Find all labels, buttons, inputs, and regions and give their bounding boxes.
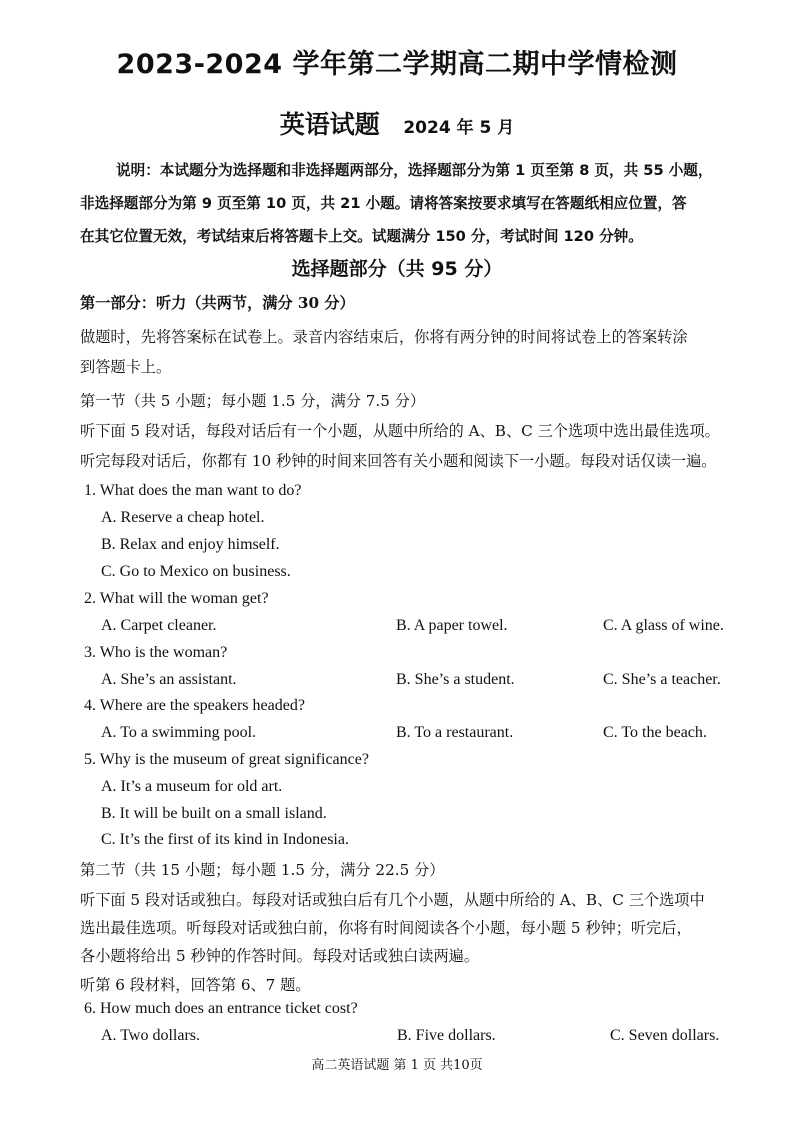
question-stem: 3. Who is the woman? [84,644,228,661]
option-a: A. Reserve a cheap hotel. [101,509,265,526]
option-a: A. Two dollars. [101,1027,201,1044]
option-a: A. She’s an assistant. [101,671,237,688]
exam-title: 2023-2024 学年第二学期高二期中学情检测 [116,49,678,80]
section-title: 选择题部分（共 95 分） [291,258,503,280]
question-stem: 2. What will the woman get? [84,590,269,607]
section1-instruction: 听下面 5 段对话，每段对话后有一个小题，从题中所给的 A、B、C 三个选项中选出最佳选项。 [80,422,720,440]
option-b: B. A paper towel. [396,617,508,634]
question-stem: 1. What does the man want to do? [84,482,302,499]
question-stem: 6. How much does an entrance ticket cost? [84,1000,358,1017]
instruction-line: 非选择题部分为第 9 页至第 10 页，共 21 小题。请将答案按要求填写在答题纸相应位置，答 [80,195,687,212]
question-stem: 5. Why is the museum of great significance? [84,751,369,768]
part1-heading: 第一部分：听力（共两节，满分 30 分） [80,294,355,312]
option-b: B. To a restaurant. [396,724,514,741]
exam-date: 2024 年 5 月 [403,118,515,138]
option-b: B. Relax and enjoy himself. [101,536,280,553]
section2-instruction: 听下面 5 段对话或独白。每段对话或独白后有几个小题，从题中所给的 A、B、C 三个选项中 [80,891,705,909]
instruction-line: 在其它位置无效，考试结束后将答题卡上交。试题满分 150 分，考试时间 120 分钟。 [80,228,643,245]
section2-instruction: 选出最佳选项。听每段对话或独白前，你将有时间阅读各个小题，每小题 5 秒钟；听完后， [80,919,692,937]
option-b: B. Five dollars. [397,1027,496,1044]
option-a: A. To a swimming pool. [101,724,257,741]
page-footer: 高二英语试题 第 1 页 共10页 [311,1058,483,1073]
part1-instruction: 到答题卡上。 [80,358,172,376]
exam-subtitle [0,105,794,141]
option-c: C. Go to Mexico on business. [101,563,291,580]
option-a: A. Carpet cleaner. [101,617,217,634]
option-c: C. It’s the first of its kind in Indonesia. [101,831,349,848]
option-b: B. It will be built on a small island. [101,805,327,822]
option-b: B. She’s a student. [396,671,515,688]
option-a: A. It’s a museum for old art. [101,778,283,795]
section2-heading: 第二节（共 15 小题；每小题 1.5 分，满分 22.5 分） [80,861,445,879]
material-instruction: 听第 6 段材料，回答第 6、7 题。 [80,976,311,994]
option-c: C. Seven dollars. [610,1027,720,1044]
section1-heading: 第一节（共 5 小题；每小题 1.5 分，满分 7.5 分） [80,392,426,410]
question-stem: 4. Where are the speakers headed? [84,697,305,714]
option-c: C. She’s a teacher. [603,671,721,688]
option-c: C. To the beach. [603,724,707,741]
instruction-line: 说明：本试题分为选择题和非选择题两部分，选择题部分为第 1 页至第 8 页，共 55 小题， [116,162,713,179]
option-c: C. A glass of wine. [603,617,724,634]
subject-label: 英语试题 [279,110,380,139]
section2-instruction: 各小题将给出 5 秒钟的作答时间。每段对话或独白读两遍。 [80,947,480,965]
part1-instruction: 做题时，先将答案标在试卷上。录音内容结束后，你将有两分钟的时间将试卷上的答案转涂 [80,328,688,346]
section1-instruction: 听完每段对话后，你都有 10 秒钟的时间来回答有关小题和阅读下一小题。每段对话仅读一遍。 [80,452,717,470]
exam-instructions [80,154,780,253]
